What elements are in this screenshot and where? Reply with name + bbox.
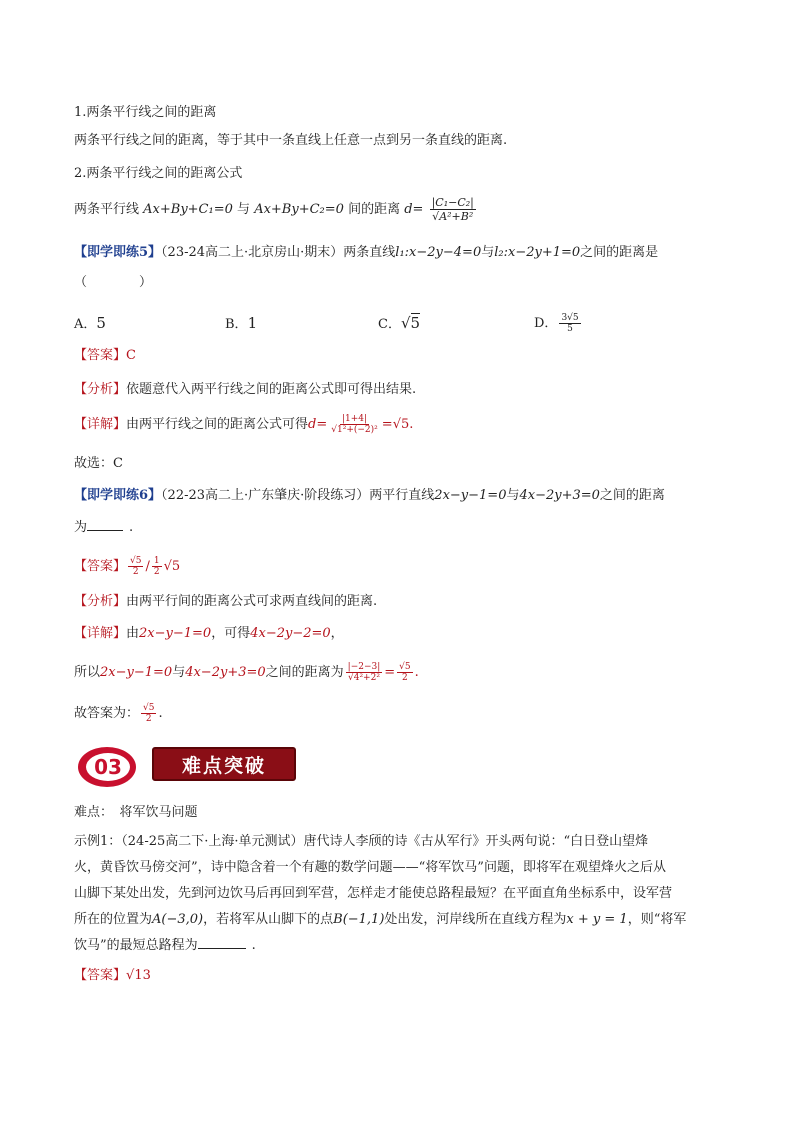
section1-title: 1.两条平行线之间的距离	[74, 105, 217, 120]
example1-answer: 【答案】√13	[74, 968, 151, 983]
section2-title: 2.两条平行线之间的距离公式	[74, 166, 243, 181]
section-number: 03	[84, 751, 132, 783]
example1-p5: 饮马”的最短总路程为 .	[74, 938, 256, 953]
ex6-tag: 【即学即练6】	[74, 488, 162, 503]
ex6-detail: 【详解】由2x−y−1=0，可得4x−2y−2=0，	[74, 626, 344, 641]
ex6-answer: 【答案】 $\frac{√5}{2}$ / $\frac{1}{2}$ √5	[74, 556, 181, 577]
ex5-question: 【即学即练5】（23-24高二上·北京房山·期末）两条直线l₁:x−2y−4=0与l₂:x−2y+1=0之间的距离是	[74, 245, 659, 260]
section-banner: 难点突破	[152, 747, 296, 781]
ex6-line2: 为 .	[74, 520, 134, 535]
ex5-fraction: $\frac{|1+4|}{\text{√1²+(−2)²}}$	[331, 414, 378, 435]
ex5-final: 故选：C	[74, 456, 123, 471]
example1-p1: 示例1：（24-25高二下·上海·单元测试）唐代诗人李颀的诗《古从军行》开头两句说：“白日登山望烽	[74, 834, 649, 849]
ex5-detail: 【详解】由两平行线之间的距离公式可得d= $\frac{|1+4|}{\text{√1²+(−2)²}}$ =√5.	[74, 414, 414, 435]
example1-p3: 山脚下某处出发，先到河边饮马后再回到军营，怎样走才能使总路程最短？在平面直角坐标系中，设军营	[74, 886, 673, 901]
ex5-analysis: 【分析】依题意代入两平行线之间的距离公式即可得出结果.	[74, 382, 417, 397]
ex6-analysis: 【分析】由两平行间的距离公式可求两直线间的距离.	[74, 594, 378, 609]
ex5-answer: 【答案】C	[74, 348, 136, 363]
ex5-paren: （ ）	[74, 275, 153, 290]
line-eq-2: Ax+By+C₂=0	[254, 202, 344, 217]
option-d: D． $\frac{3√5}{5}$	[534, 313, 579, 334]
line-eq-1: Ax+By+C₁=0	[143, 202, 233, 217]
formula-line: 两条平行线 Ax+By+C₁=0 与 Ax+By+C₂=0 间的距离 d= $\frac{\text{|C₁−C₂|}}{\text{√A²+B²}}$	[74, 196, 474, 223]
option-a: A．5	[74, 314, 106, 332]
distance-formula: $\frac{\text{|C₁−C₂|}}{\text{√A²+B²}}$	[431, 196, 474, 223]
ex5-tag: 【即学即练5】	[74, 245, 162, 260]
section1-text: 两条平行线之间的距离，等于其中一条直线上任意一点到另一条直线的距离.	[74, 133, 508, 148]
option-c: C．√5	[378, 314, 421, 332]
ex6-so: 所以2x−y−1=0与4x−2y+3=0之间的距离为 $\frac{|-2-3|}{\text{√4²+2²}}$ = $\frac{√5}{2}$ .	[74, 662, 419, 683]
difficulty-title: 难点： 将军饮马问题	[74, 805, 198, 820]
ex6-question: 【即学即练6】（22-23高二上·广东肇庆·阶段练习）两平行直线2x−y−1=0与4x−2y+3=0之间的距离	[74, 488, 665, 503]
example1-p4: 所在的位置为A(−3,0)，若将军从山脚下的点B(−1,1)处出发，河岸线所在直线方程为x + y = 1，则“将军	[74, 912, 687, 927]
answer-blank-2	[198, 948, 246, 949]
ex6-final: 故答案为： $\frac{√5}{2}$ .	[74, 703, 163, 724]
answer-blank	[87, 530, 123, 531]
option-b: B．1	[225, 314, 258, 332]
example1-p2: 火，黄昏饮马傍交河”，诗中隐含着一个有趣的数学问题——“将军饮马”问题，即将军在观望烽火之后从	[74, 860, 666, 875]
